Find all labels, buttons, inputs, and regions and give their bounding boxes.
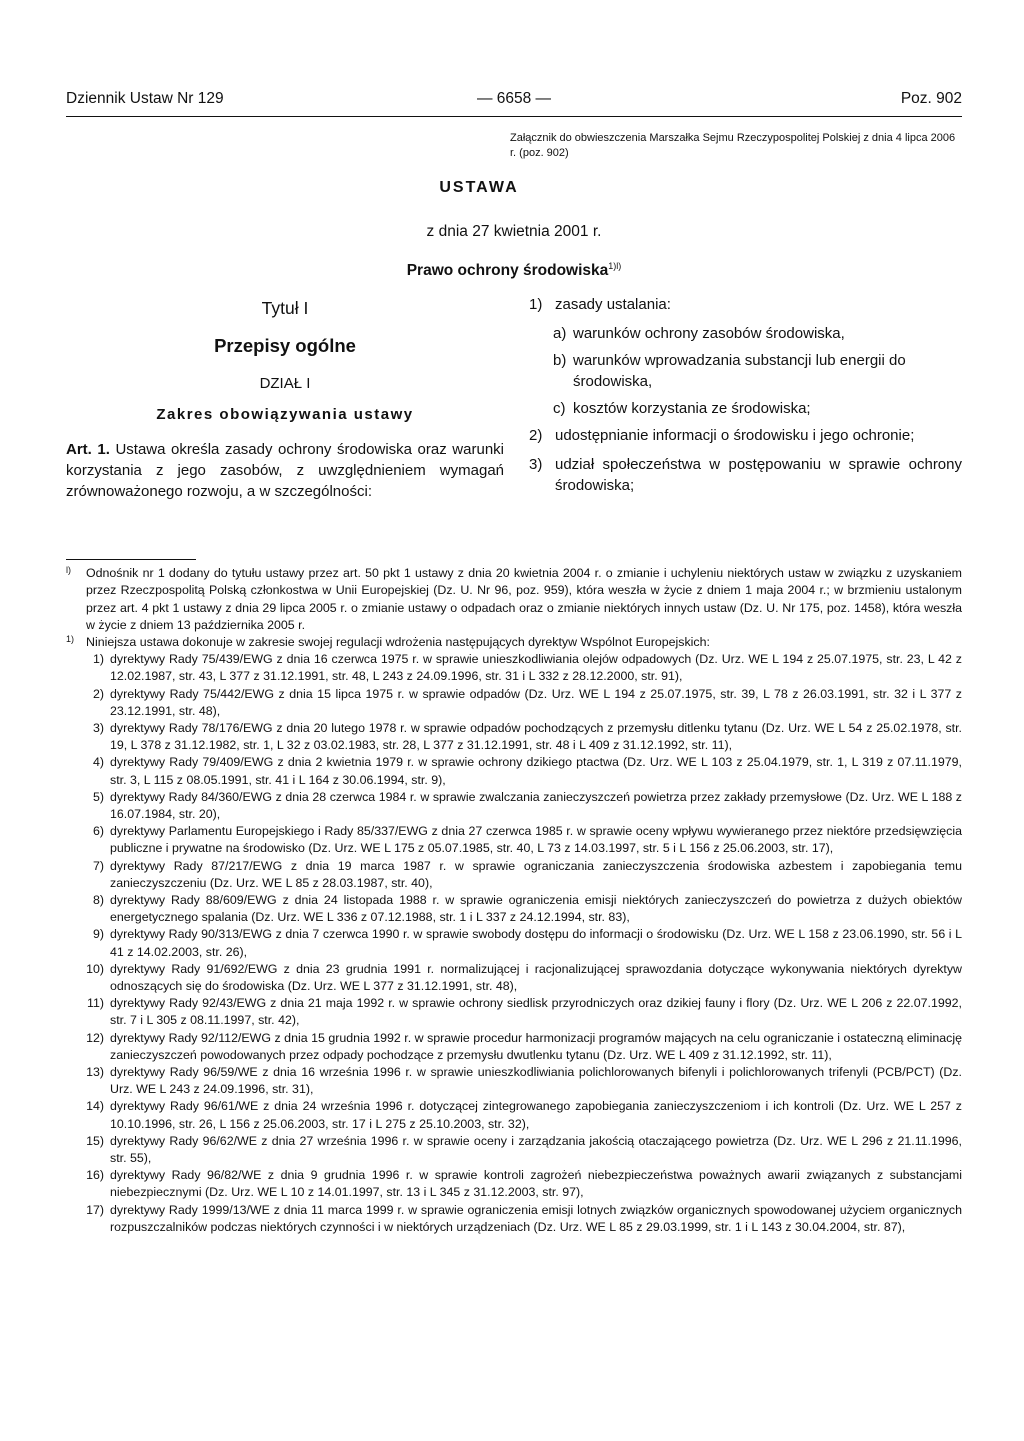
item-number: 2) <box>529 427 543 445</box>
list-item <box>529 454 962 496</box>
directive-number: 1) <box>92 652 104 667</box>
directive-number: 13) <box>86 1065 104 1080</box>
directive-number: 2) <box>92 686 104 701</box>
directive-number: 12) <box>86 1030 104 1045</box>
act-title <box>66 261 962 280</box>
document-page <box>66 90 962 1236</box>
directive-text: dyrektywy Rady 92/43/EWG z dnia 21 maja 1992 r. w sprawie ochrony siedlisk przyrodniczych oraz dzikiej fauny i flory (Dz. Urz. WE L 206 z 22.07.1992, str. 7 i L 305 z 08.11.1997, str. 42), <box>110 996 962 1028</box>
list-item <box>66 1064 962 1098</box>
directive-text: dyrektywy Rady 75/439/EWG z dnia 16 czerwca 1975 r. w sprawie unieszkodliwiania olejów odpadowych (Dz. Urz. WE L 194 z 25.07.1975, str. 23, L 42 z 12.02.1987, str. 43, L 377 z 31.12.1991, str. 48, L 243 z 24.09.1996, str. 31 i L 332 z 28.12.2000, str. 91), <box>110 652 962 684</box>
directive-text: dyrektywy Rady 91/692/EWG z dnia 23 grudnia 1991 r. normalizującej i racjonalizującej sprawozdania dotyczące wykonywania niektórych dyrektyw odnoszących się do środowiska (Dz. Urz. WE L 377 z 31.12.1991, str. 48), <box>110 961 962 994</box>
act-type: USTAWA <box>439 179 519 196</box>
act-title-footnote-refs: 1)l) <box>608 261 622 271</box>
article-text: Ustawa określa zasady ochrony środowiska oraz warunki korzystania z jego zasobów, z uwzględnieniem wymagań zrównoważonego rozwoju, a w szczególności: <box>66 441 504 501</box>
directive-text: dyrektywy Rady 96/82/WE z dnia 9 grudnia 1996 r. w sprawie kontroli zagrożeń niebezpieczeństwa poważnych awarii związanych z substancjami niebezpiecznymi (Dz. Urz. WE L 10 z 14.01.1997, str. 13 i L 345 z 31.12.2003, str. 97), <box>110 1168 962 1200</box>
directive-text: dyrektywy Rady 90/313/EWG z dnia 7 czerwca 1990 r. w sprawie swobody dostępu do informacji o środowisku (Dz. Urz. WE L 158 z 23.06.1990, str. 56 i L 41 z 14.02.2003, str. 26), <box>110 927 962 959</box>
act-date: z dnia 27 kwietnia 2001 r. <box>426 223 602 240</box>
list-item <box>66 926 962 960</box>
footnote-rule <box>66 559 196 560</box>
right-column <box>529 294 962 504</box>
list-item <box>66 1167 962 1201</box>
directive-number: 11) <box>87 996 104 1011</box>
list-item <box>66 1133 962 1167</box>
directives-list <box>66 651 962 1236</box>
list-item <box>529 294 962 315</box>
directive-text: dyrektywy Rady 1999/13/WE z dnia 11 marca 1999 r. w sprawie ograniczenia emisji lotnych związków organicznych spowodowanej użyciem organicznych rozpuszczalników podczas niektórych czynności i w niektórych urządzeniach (Dz. Urz. WE L 85 z 29.03.1999, str. 1 i L 143 z 30.04.2004, str. 87), <box>110 1202 962 1234</box>
directive-number: 16) <box>86 1168 104 1183</box>
directive-number: 8) <box>92 893 104 908</box>
directive-number: 3) <box>92 720 104 735</box>
footnote-1 <box>66 565 962 634</box>
list-item <box>66 961 962 995</box>
directive-text: dyrektywy Rady 75/442/EWG z dnia 15 lipca 1975 r. w sprawie odpadów (Dz. Urz. WE L 194 z 25.07.1975, str. 39, L 78 z 26.03.1991, str. 32 i L 377 z 23.12.1991, str. 48), <box>110 686 962 718</box>
list-item <box>66 995 962 1029</box>
sub-item <box>553 398 962 419</box>
act-title-text: Prawo ochrony środowiska <box>406 262 609 280</box>
directive-text: dyrektywy Parlamentu Europejskiego i Rady 85/337/EWG z dnia 27 czerwca 1985 r. w sprawie oceny wpływu wywieranego przez niektóre przedsięwzięcia publiczne i prywatne na środowisko (Dz. Urz. WE L 175 z 05.07.1985, str. 40, L 73 z 14.03.1997, str. 5 i L 156 z 25.06.2003, str. 17), <box>110 824 962 856</box>
list-item <box>66 754 962 788</box>
footnote-marker: 1) <box>66 633 75 644</box>
item-text: udostępnianie informacji o środowisku i jego ochronie; <box>555 427 915 445</box>
directive-text: dyrektywy Rady 78/176/EWG z dnia 20 lutego 1978 r. w sprawie odpadów pochodzących z przemysłu ditlenku tytanu (Dz. Urz. WE L 54 z 25.02.1978, str. 19, L 378 z 31.12.1982, str. 1, L 32 z 03.02.1983, str. 28, L 377 z 31.12.1991, str. 48 i L 409 z 31.12.1992, str. 11), <box>110 720 962 753</box>
item-text: zasady ustalania: <box>555 296 671 314</box>
list-item <box>66 1030 962 1064</box>
list-item <box>66 823 962 857</box>
section-heading: DZIAŁ I <box>259 375 311 393</box>
footnote-2 <box>66 634 962 651</box>
footnote-marker: l) <box>66 565 71 576</box>
directive-text: dyrektywy Rady 96/59/WE z dnia 16 września 1996 r. w sprawie unieszkodliwiania polichlorowanych bifenyli i polichlorowanych trifenyli (PCB/PCT) (Dz. Urz. WE L 243 z 24.09.1996, str. 31), <box>110 1065 962 1097</box>
title-heading: Tytuł I <box>261 298 309 319</box>
item-number: 1) <box>529 296 543 314</box>
article-1 <box>66 439 504 502</box>
two-column-body <box>66 294 962 549</box>
directive-text: dyrektywy Rady 84/360/EWG z dnia 28 czerwca 1984 r. w sprawie zwalczania zanieczyszczeń powietrza przez zakłady przemysłowe (Dz. Urz. WE L 188 z 16.07.1984, str. 20), <box>110 789 962 821</box>
position-number: Poz. 902 <box>900 90 962 107</box>
header-rule <box>66 116 962 117</box>
item-text: udział społeczeństwa w postępowaniu w sprawie ochrony środowiska; <box>555 456 962 495</box>
directive-text: dyrektywy Rady 96/62/WE z dnia 27 września 1996 r. w sprawie oceny i zarządzania jakością otaczającego powietrza (Dz. Urz. WE L 296 z 21.11.1996, str. 55), <box>110 1133 962 1166</box>
directive-text: dyrektywy Rady 79/409/EWG z dnia 2 kwietnia 1979 r. w sprawie ochrony dzikiego ptactwa (Dz. Urz. WE L 103 z 25.04.1979, str. 1, L 319 z 07.11.1979, str. 3, L 115 z 08.05.1991, str. 41 i L 164 z 30.06.1994, str. 9), <box>110 755 962 787</box>
list-item <box>66 892 962 926</box>
sub-item-letter: c) <box>553 400 566 418</box>
directive-number: 10) <box>86 961 104 976</box>
list-item <box>66 651 962 685</box>
directive-text: dyrektywy Rady 88/609/EWG z dnia 24 listopada 1988 r. w sprawie ograniczenia emisji niektórych zanieczyszczeń do powietrza z dużych obiektów energetycznego spalania (Dz. Urz. WE L 336 z 07.12.1988, str. 1 i L 337 z 24.12.1994, str. 83), <box>110 893 962 925</box>
directive-number: 7) <box>92 858 104 873</box>
directive-number: 17) <box>86 1202 104 1217</box>
sub-item <box>553 350 962 392</box>
scope-heading: Zakres obowiązywania ustawy <box>156 406 414 424</box>
sub-item-letter: b) <box>553 352 567 370</box>
list-item <box>66 858 962 892</box>
directive-number: 9) <box>92 927 104 942</box>
directive-number: 5) <box>92 789 104 804</box>
directive-text: dyrektywy Rady 96/61/WE z dnia 24 września 1996 r. dotyczącej zintegrowanego zapobiegania zanieczyszczeniom i ich kontroli (Dz. Urz. WE L 257 z 10.10.1996, str. 26, L 156 z 25.06.2003, str. 17 i L 275 z 25.10.2003, str. 32), <box>110 1099 962 1131</box>
footnote-text: Odnośnik nr 1 dodany do tytułu ustawy przez art. 50 pkt 1 ustawy z dnia 20 kwietnia 2004 r. o zmianie i uchyleniu niektórych ustaw w związku z uzyskaniem przez Rzeczpospolitą Polską członkostwa w Unii Europejskiej (Dz. U. Nr 96, poz. 959), która weszła w życie z dniem 1 maja 2004 r.; w brzmieniu ustalonym przez art. 4 pkt 1 ustawy z dnia 29 lipca 2005 r. o zmianie ustawy o odpadach oraz o zmianie niektórych innych ustaw (Dz. U. Nr 175, poz. 1458), która weszła w życie z dniem 13 października 2005 r. <box>86 566 962 632</box>
list-item <box>529 425 962 446</box>
item-number: 3) <box>529 456 543 474</box>
sub-item-text: warunków wprowadzania substancji lub energii do środowiska, <box>573 352 906 391</box>
directive-number: 15) <box>86 1133 104 1148</box>
sub-item-text: kosztów korzystania ze środowiska; <box>573 400 811 418</box>
list-item <box>66 1098 962 1132</box>
directive-number: 6) <box>92 824 104 839</box>
sub-item <box>553 323 962 344</box>
left-column <box>66 294 504 502</box>
directive-text: dyrektywy Rady 92/112/EWG z dnia 15 grudnia 1992 r. w sprawie procedur harmonizacji programów mających na celu ograniczanie i ostateczną eliminację zanieczyszczeń powodowanych przez odpady pochodzące z przemysłu dwutlenku tytanu (Dz. Urz. WE L 409 z 31.12.1992, str. 11), <box>110 1030 962 1062</box>
list-item <box>66 686 962 720</box>
page-header <box>66 90 962 116</box>
sub-item-letter: a) <box>553 325 567 343</box>
list-item <box>66 789 962 823</box>
sub-item-text: warunków ochrony zasobów środowiska, <box>573 325 845 343</box>
directive-number: 4) <box>92 755 104 770</box>
journal-name: Dziennik Ustaw Nr 129 <box>66 90 224 107</box>
list-item <box>66 720 962 754</box>
footnotes <box>66 565 962 1236</box>
annex-note: Załącznik do obwieszczenia Marszałka Sejmu Rzeczypospolitej Polskiej z dnia 4 lipca 2006 r. (poz. 902) <box>510 132 956 159</box>
directive-text: dyrektywy Rady 87/217/EWG z dnia 19 marca 1987 r. w sprawie ograniczania zanieczyszczenia środowiska azbestem i zapobiegania temu zanieczyszczeniu (Dz. Urz. WE L 85 z 28.03.1987, str. 40), <box>110 858 962 890</box>
page-number: — 6658 — <box>476 90 552 107</box>
footnote-intro: Niniejsza ustawa dokonuje w zakresie swojej regulacji wdrożenia następujących dyrektyw Wspólnot Europejskich: <box>86 634 710 649</box>
list-item <box>66 1202 962 1236</box>
general-provisions-heading: Przepisy ogólne <box>214 335 356 357</box>
article-label: Art. 1. <box>66 441 110 459</box>
directive-number: 14) <box>86 1099 104 1114</box>
